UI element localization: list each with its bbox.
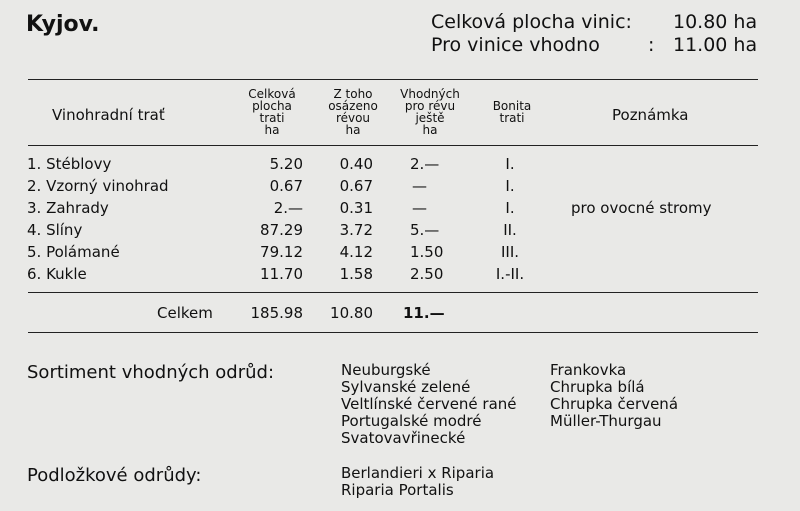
col-header-rating: Bonita trati [492, 99, 532, 125]
row-5-planted: 4.12 [339, 243, 373, 261]
row-6-planted: 1.58 [339, 265, 373, 283]
suitable-area-label: Pro vinice vhodno [431, 34, 600, 56]
variety-item: Svatovavřinecké [341, 429, 466, 447]
variety-item: Veltlínské červené rané [341, 395, 517, 413]
table-bottom-rule [28, 332, 758, 333]
suitable-area-value: 11.00 ha [673, 34, 758, 56]
rootstock-item: Berlandieri x Riparia [341, 464, 495, 482]
town-title: Kyjov. [26, 12, 100, 37]
row-3-rating: I. [505, 199, 515, 217]
variety-item: Frankovka [550, 361, 627, 379]
variety-item: Chrupka červená [550, 395, 679, 413]
row-4-name: 4. Slíny [27, 221, 83, 239]
row-1-name: 1. Stéblovy [27, 155, 112, 173]
row-3-total: 2.— [273, 199, 303, 217]
total-row-suitable: 11.— [403, 304, 445, 322]
row-5-rating: III. [500, 243, 520, 261]
total-row-label: Celkem [157, 304, 213, 322]
header-bottom-rule [28, 145, 758, 146]
variety-item: Portugalské modré [341, 412, 482, 430]
total-area-value: 10.80 ha [673, 11, 758, 33]
variety-item: Sylvanské zelené [341, 378, 471, 396]
body-bottom-rule [28, 292, 758, 293]
row-1-suitable: 2.— [410, 155, 440, 173]
varieties-list-2 [550, 362, 678, 430]
variety-item: Neuburgské [341, 361, 431, 379]
row-6-rating: I.-II. [495, 265, 525, 283]
col-header-name: Vinohradní trať [52, 106, 165, 124]
rootstocks-list [341, 465, 494, 499]
col-header-planted: Z toho osázeno révou ha [328, 87, 378, 137]
row-4-planted: 3.72 [339, 221, 373, 239]
row-5-suitable: 1.50 [410, 243, 444, 261]
row-1-total: 5.20 [269, 155, 303, 173]
row-3-suitable: — [412, 199, 427, 217]
row-2-suitable: — [412, 177, 427, 195]
row-4-total: 87.29 [260, 221, 303, 239]
rootstocks-label: Podložkové odrůdy: [27, 465, 202, 486]
row-2-name: 2. Vzorný vinohrad [27, 177, 169, 195]
row-6-total: 11.70 [260, 265, 303, 283]
col-header-suitable: Vhodných pro révu ještě ha [400, 87, 460, 137]
row-2-rating: I. [505, 177, 515, 195]
total-row-planted: 10.80 [330, 304, 373, 322]
varieties-list-1 [341, 362, 517, 447]
rootstock-item: Riparia Portalis [341, 481, 454, 499]
row-3-name: 3. Zahrady [27, 199, 109, 217]
row-4-rating: II. [503, 221, 517, 239]
row-1-planted: 0.40 [339, 155, 373, 173]
col-header-note: Poznámka [612, 106, 689, 124]
row-3-planted: 0.31 [339, 199, 373, 217]
variety-item: Müller-Thurgau [550, 412, 662, 430]
varieties-label: Sortiment vhodných odrůd: [27, 362, 275, 383]
col-header-total: Celková plocha trati ha [248, 87, 296, 137]
row-4-suitable: 5.— [410, 221, 440, 239]
table-top-rule [28, 79, 758, 80]
row-6-name: 6. Kukle [27, 265, 87, 283]
row-3-note: pro ovocné stromy [571, 199, 712, 217]
total-area-label: Celková plocha vinic: [431, 11, 632, 33]
row-6-suitable: 2.50 [410, 265, 444, 283]
row-2-planted: 0.67 [339, 177, 373, 195]
row-1-rating: I. [505, 155, 515, 173]
row-5-total: 79.12 [260, 243, 303, 261]
row-5-name: 5. Polámané [27, 243, 120, 261]
total-row-total: 185.98 [250, 304, 303, 322]
row-2-total: 0.67 [269, 177, 303, 195]
suitable-area-separator: : [648, 34, 655, 56]
variety-item: Chrupka bílá [550, 378, 645, 396]
